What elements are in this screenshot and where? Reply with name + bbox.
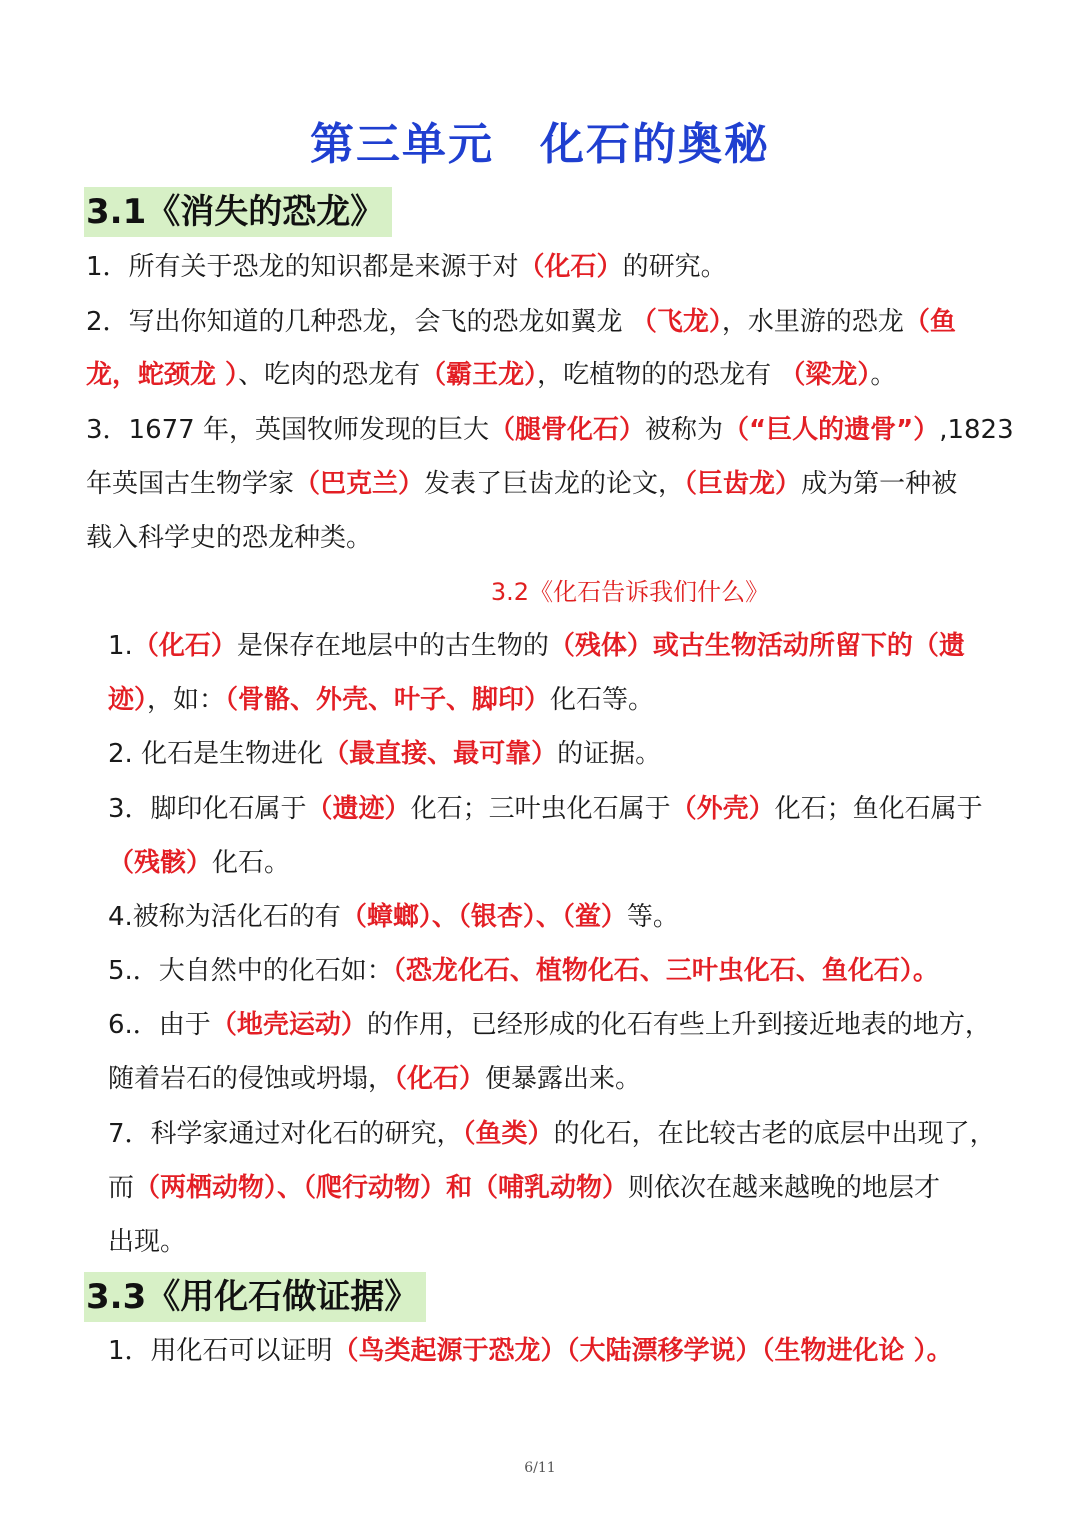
answer-text: （化石） xyxy=(518,252,623,282)
question-text: 5.．大自然中的化石如： xyxy=(108,956,393,986)
text-line xyxy=(108,789,983,829)
question-text: 则依次在越来越晚的地层才 xyxy=(628,1173,941,1203)
answer-text: （鱼 xyxy=(903,307,956,337)
answer-text: （巨齿龙） xyxy=(684,469,802,499)
answer-text: （梁龙） xyxy=(779,360,871,390)
question-text: 出现。 xyxy=(108,1227,187,1257)
question-text: ，水里游的恐龙 xyxy=(721,307,904,337)
answer-text: （飞龙） xyxy=(630,307,722,337)
answer-text: 龙，蛇颈龙 ） xyxy=(86,360,239,390)
text-line xyxy=(108,1222,186,1262)
text-line xyxy=(108,734,661,774)
question-text: 3．脚印化石属于 xyxy=(108,794,307,824)
question-text: 1．所有关于恐龙的知识都是来源于对 xyxy=(86,252,519,282)
text-line xyxy=(108,951,939,991)
answer-text: （霸王龙） xyxy=(420,360,538,390)
answer-text: （两栖动物）、（爬行动物）和（哺乳动物） xyxy=(134,1173,629,1203)
text-line xyxy=(108,1114,996,1154)
question-text: 化石。 xyxy=(212,848,291,878)
answer-text: （“巨人的遗骨”） xyxy=(723,415,940,445)
section-heading-3-3: 3.3《用化石做证据》 xyxy=(84,1272,426,1322)
question-text: 随着岩石的侵蚀或坍塌， xyxy=(108,1064,395,1094)
question-text: 1. xyxy=(108,631,133,661)
text-line xyxy=(86,247,727,287)
question-text: 2. 化石是生物进化 xyxy=(108,739,324,769)
answer-text: （鱼类） xyxy=(462,1119,554,1149)
text-line xyxy=(108,1005,991,1045)
question-text: 4.被称为活化石的有 xyxy=(108,902,341,932)
answer-text: （蟑螂）、（银杏）、（鲎） xyxy=(340,902,627,932)
question-text: 便暴露出来。 xyxy=(485,1064,642,1094)
answer-text: （外壳） xyxy=(670,794,775,824)
text-line xyxy=(108,843,290,883)
question-text: 的研究。 xyxy=(622,252,727,282)
answer-text: （腿骨化石） xyxy=(488,415,645,445)
question-text: 1．用化石可以证明 xyxy=(108,1336,333,1366)
text-line xyxy=(108,1168,940,1208)
page-title: 第三单元 化石的奥秘 xyxy=(310,119,770,170)
answer-text: （化石） xyxy=(394,1064,486,1094)
question-text: 年英国古生物学家 xyxy=(86,469,295,499)
question-text: 6.．由于 xyxy=(108,1010,211,1040)
section-heading-3-2: 3.2《化石告诉我们什么》 xyxy=(490,578,770,606)
question-text: 、吃肉的恐龙有 xyxy=(238,360,421,390)
question-text: ，吃植物的的恐龙有 xyxy=(537,360,780,390)
question-text: 的化石，在比较古老的底层中出现了， xyxy=(553,1119,996,1149)
text-line xyxy=(108,680,654,720)
text-line xyxy=(108,1059,641,1099)
text-line xyxy=(108,626,965,666)
text-line xyxy=(86,410,1014,450)
question-text: 7．科学家通过对化石的研究， xyxy=(108,1119,463,1149)
question-text: ，如： xyxy=(147,685,226,715)
answer-text: （最直接、最可靠） xyxy=(323,739,558,769)
question-text: 。 xyxy=(870,360,897,390)
question-text: 化石；鱼化石属于 xyxy=(774,794,983,824)
question-text: ,1823 xyxy=(939,415,1014,445)
text-line xyxy=(86,464,957,504)
question-text: 成为第一种被 xyxy=(801,469,958,499)
text-line xyxy=(108,1331,953,1371)
question-text: 化石；三叶虫化石属于 xyxy=(410,794,671,824)
answer-text: （鸟类起源于恐龙）（大陆漂移学说）（生物进化论 ）。 xyxy=(332,1336,953,1366)
question-text: 等。 xyxy=(626,902,679,932)
answer-text: （恐龙化石、植物化石、三叶虫化石、鱼化石）。 xyxy=(392,956,939,986)
page-number: 6/11 xyxy=(524,1460,556,1476)
text-line xyxy=(86,302,956,342)
question-text: 而 xyxy=(108,1173,135,1203)
question-text: 化石等。 xyxy=(550,685,655,715)
question-text: 载入科学史的恐龙种类。 xyxy=(86,523,373,553)
question-text: 是保存在地层中的古生物的 xyxy=(236,631,549,661)
answer-text: （地壳运动） xyxy=(210,1010,367,1040)
question-text: 被称为 xyxy=(645,415,724,445)
question-text: 发表了巨齿龙的论文， xyxy=(424,469,685,499)
question-text: 3．1677 年，英国牧师发现的巨大 xyxy=(86,415,489,445)
text-line xyxy=(108,897,679,937)
answer-text: （巴克兰） xyxy=(294,469,425,499)
answer-text: （残体）或古生物活动所留下的（遗 xyxy=(548,631,965,661)
text-line xyxy=(86,518,372,558)
text-line xyxy=(86,355,896,395)
answer-text: （化石） xyxy=(132,631,237,661)
answer-text: （遗迹） xyxy=(306,794,411,824)
section-heading-3-1: 3.1《消失的恐龙》 xyxy=(84,187,392,237)
question-text: 的证据。 xyxy=(557,739,662,769)
answer-text: 迹） xyxy=(108,685,148,715)
answer-text: （骨骼、外壳、叶子、脚印） xyxy=(225,685,551,715)
answer-text: （残骸） xyxy=(108,848,213,878)
question-text: 的作用，已经形成的化石有些上升到接近地表的地方， xyxy=(366,1010,991,1040)
question-text: 2．写出你知道的几种恐龙，会飞的恐龙如翼龙 xyxy=(86,307,631,337)
